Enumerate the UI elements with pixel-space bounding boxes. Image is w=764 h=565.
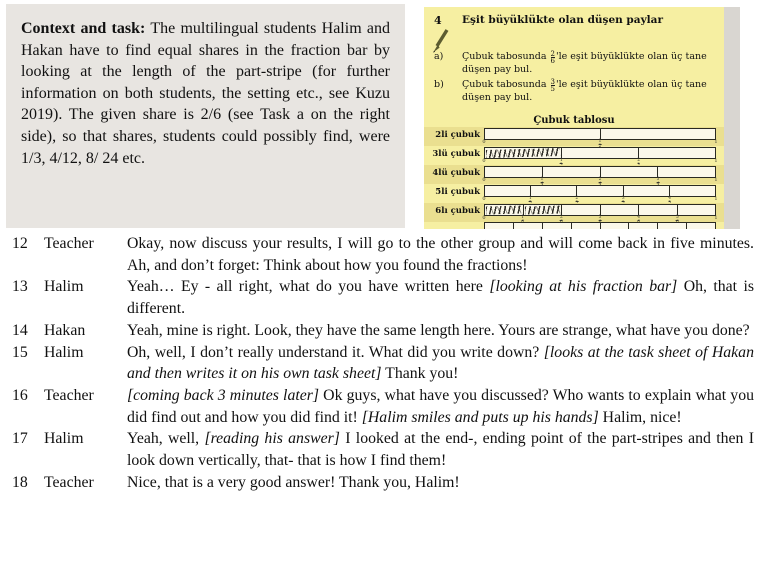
tick-label: 5 xyxy=(676,216,679,224)
transcript-turn xyxy=(12,276,756,319)
worksheet-paper xyxy=(424,7,724,229)
turn-speaker: Halim xyxy=(44,343,84,361)
stage-direction: [reading his answer] xyxy=(204,430,340,448)
bar-row-label: 5li çubuk xyxy=(435,187,480,197)
bar-cell xyxy=(531,186,577,196)
bar-cell xyxy=(687,223,715,229)
utterance-text: Halim, nice! xyxy=(598,408,682,426)
turn-text xyxy=(127,428,756,471)
bar-cell xyxy=(601,223,630,229)
bar-cell xyxy=(514,223,543,229)
context-text: The multilingual students Halim and Hakan have to find equal shares in the fraction bar by looking at the length of the part-stripe (for further information on both students, the setting etc., see Kuzu 2019). The given share is 2/6 (see Task a on the right side), so that shares, students could possibly find, were 1/3, 4/12, 8/ 24 etc. xyxy=(21,20,390,167)
bar-cell xyxy=(601,167,659,177)
fraction: $\frac{3}{5}$ xyxy=(550,78,555,93)
turn-speaker: Halim xyxy=(44,278,84,296)
turn-text xyxy=(127,320,756,342)
context-label: Context and task: xyxy=(21,20,146,37)
tick-label: 0 xyxy=(482,139,486,145)
tick-label: 2 xyxy=(575,197,578,205)
turn-number: 12 xyxy=(12,235,28,252)
bar-cell xyxy=(629,223,658,229)
tick-label: 2 xyxy=(560,216,563,224)
bar-table xyxy=(424,127,724,222)
turn-text xyxy=(127,385,756,428)
tick-label: 1 xyxy=(560,159,563,167)
tick-label: 1 xyxy=(541,178,544,186)
bar-table-title: Çubuk tablosu xyxy=(533,115,615,126)
stage-direction: [Halim smiles and puts up his hands] xyxy=(361,408,599,426)
bar-cell xyxy=(577,186,623,196)
stage-direction: [looking at his fraction bar] xyxy=(489,278,678,296)
stage-direction: [coming back 3 minutes later] xyxy=(127,386,320,404)
turn-number: 18 xyxy=(12,473,28,491)
bar-cell xyxy=(572,223,601,229)
turn-number: 15 xyxy=(12,343,28,361)
tick-label: 0 xyxy=(482,215,486,221)
turn-number: 17 xyxy=(12,430,28,448)
bar-cell xyxy=(543,223,572,229)
bar-cell xyxy=(485,148,562,158)
bar-row xyxy=(424,146,724,165)
turn-number: 16 xyxy=(12,386,28,404)
task-item-label: a) xyxy=(434,51,444,62)
tick-label: 3 xyxy=(599,216,602,224)
tick-label: 1 xyxy=(714,196,718,202)
context-block xyxy=(6,4,405,228)
turn-text xyxy=(127,472,756,494)
utterance-text: Ok guys, what have you discussed? Who wants to explain what you did find out and how you did find it! xyxy=(127,386,755,426)
utterance-text: Nice, that is a very good answer! Thank you, Halim! xyxy=(127,473,460,491)
fraction-bar xyxy=(484,185,716,197)
tick-label: 3 xyxy=(622,197,625,205)
tick-label: 1 xyxy=(521,216,524,224)
tick-label: 1 xyxy=(714,158,718,164)
task-item-label: b) xyxy=(434,79,444,90)
bar-cell xyxy=(562,205,601,215)
transcript-turn xyxy=(12,320,756,342)
transcript-turn xyxy=(12,472,756,494)
task-item-text: Çubuk tabosunda $\frac{2}{6}$ 'le eşit büyüklükte olan üç tane düşen pay bul. xyxy=(462,50,707,75)
bar-cell xyxy=(678,205,716,215)
worksheet-title: Eşit büyüklükte olan düşen paylar xyxy=(462,14,663,26)
bar-cell xyxy=(562,148,639,158)
transcript-turn xyxy=(12,385,756,428)
bar-cell xyxy=(543,167,601,177)
bar-cell xyxy=(658,223,687,229)
tick-label: 3 xyxy=(657,178,660,186)
turn-speaker: Hakan xyxy=(44,321,86,339)
task-number: 4 xyxy=(434,14,442,27)
turn-text xyxy=(127,233,756,276)
utterance-text: Okay, now discuss your results, I will go to the other group and will come back in five minutes. Ah, and don’t forget: Think about how you found the fractions! xyxy=(127,235,754,274)
transcript-turn xyxy=(12,342,756,385)
bar-row xyxy=(424,165,724,184)
bar-row-label: 3lü çubuk xyxy=(432,149,480,159)
bar-row-label: 4lü çubuk xyxy=(432,168,480,178)
turn-speaker: Teacher xyxy=(44,235,94,252)
pencil-icon xyxy=(429,27,453,54)
fraction: $\frac{2}{6}$ xyxy=(550,50,555,65)
tick-label: 1 xyxy=(714,215,718,221)
bar-cell xyxy=(485,167,543,177)
bar-cell xyxy=(485,205,524,215)
bar-cell xyxy=(601,205,640,215)
turn-speaker: Halim xyxy=(44,430,84,448)
utterance-text: I looked at the end-, ending point of the part-stripes and then I look down vertically, that- that is how I find them! xyxy=(127,430,754,470)
tick-label: 2 xyxy=(599,178,602,186)
tick-label: 0 xyxy=(482,196,486,202)
bar-cell xyxy=(639,148,715,158)
tick-label: 2 xyxy=(637,159,640,167)
utterance-text: Yeah… Ey - all right, what do you have written here xyxy=(127,278,490,296)
utterance-text: Yeah, well, xyxy=(127,430,205,448)
tick-label: 1 xyxy=(529,197,532,205)
utterance-text: Oh, that is different. xyxy=(127,278,754,318)
context-paragraph xyxy=(21,18,390,169)
turn-number: 13 xyxy=(12,278,28,296)
turn-text xyxy=(127,342,756,385)
tick-label: 4 xyxy=(668,197,671,205)
transcript xyxy=(12,233,756,493)
tick-label: 1 xyxy=(599,140,602,148)
utterance-text: Yeah, mine is right. Look, they have the same length here. Yours are strange, what have you done? xyxy=(127,321,750,339)
bar-row-label: 2li çubuk xyxy=(435,130,480,140)
tick-label: 0 xyxy=(482,158,486,164)
handwritten-scribble xyxy=(524,206,560,215)
bar-cell xyxy=(485,129,601,139)
tick-label: 1 xyxy=(714,177,718,183)
utterance-text: Thank you! xyxy=(381,365,459,383)
transcript-turn xyxy=(12,428,756,471)
bar-cell xyxy=(485,186,531,196)
bar-cell xyxy=(624,186,670,196)
utterance-text: Oh, well, I don’t really understand it. What did you write down? xyxy=(127,343,544,361)
tick-label: 0 xyxy=(482,177,486,183)
bar-cell xyxy=(639,205,678,215)
bar-cell xyxy=(658,167,715,177)
stage-direction: [looks at the task sheet of Hakan and then writes it on his own task sheet] xyxy=(127,343,754,383)
fraction-bar xyxy=(484,147,716,159)
turn-text xyxy=(127,276,756,319)
bar-row xyxy=(424,127,724,146)
worksheet-photo xyxy=(424,7,740,229)
bar-cell xyxy=(670,186,715,196)
tick-label: 1 xyxy=(714,139,718,145)
photo-edge xyxy=(724,7,740,229)
turn-speaker: Teacher xyxy=(44,473,94,491)
partial-bar-row xyxy=(484,222,716,229)
bar-row-label: 6lı çubuk xyxy=(435,206,480,216)
bar-cell xyxy=(524,205,563,215)
handwritten-scribble xyxy=(486,206,522,215)
handwritten-scribble xyxy=(486,148,560,158)
turn-speaker: Teacher xyxy=(44,386,94,404)
bar-cell xyxy=(485,223,514,229)
bar-row xyxy=(424,184,724,203)
task-item-text: Çubuk tabosunda $\frac{3}{5}$ 'le eşit büyüklükte olan üç tane düşen pay bul. xyxy=(462,78,707,103)
turn-number: 14 xyxy=(12,321,28,339)
bar-cell xyxy=(601,129,716,139)
tick-label: 4 xyxy=(637,216,640,224)
bar-row xyxy=(424,203,724,222)
transcript-turn xyxy=(12,233,756,276)
